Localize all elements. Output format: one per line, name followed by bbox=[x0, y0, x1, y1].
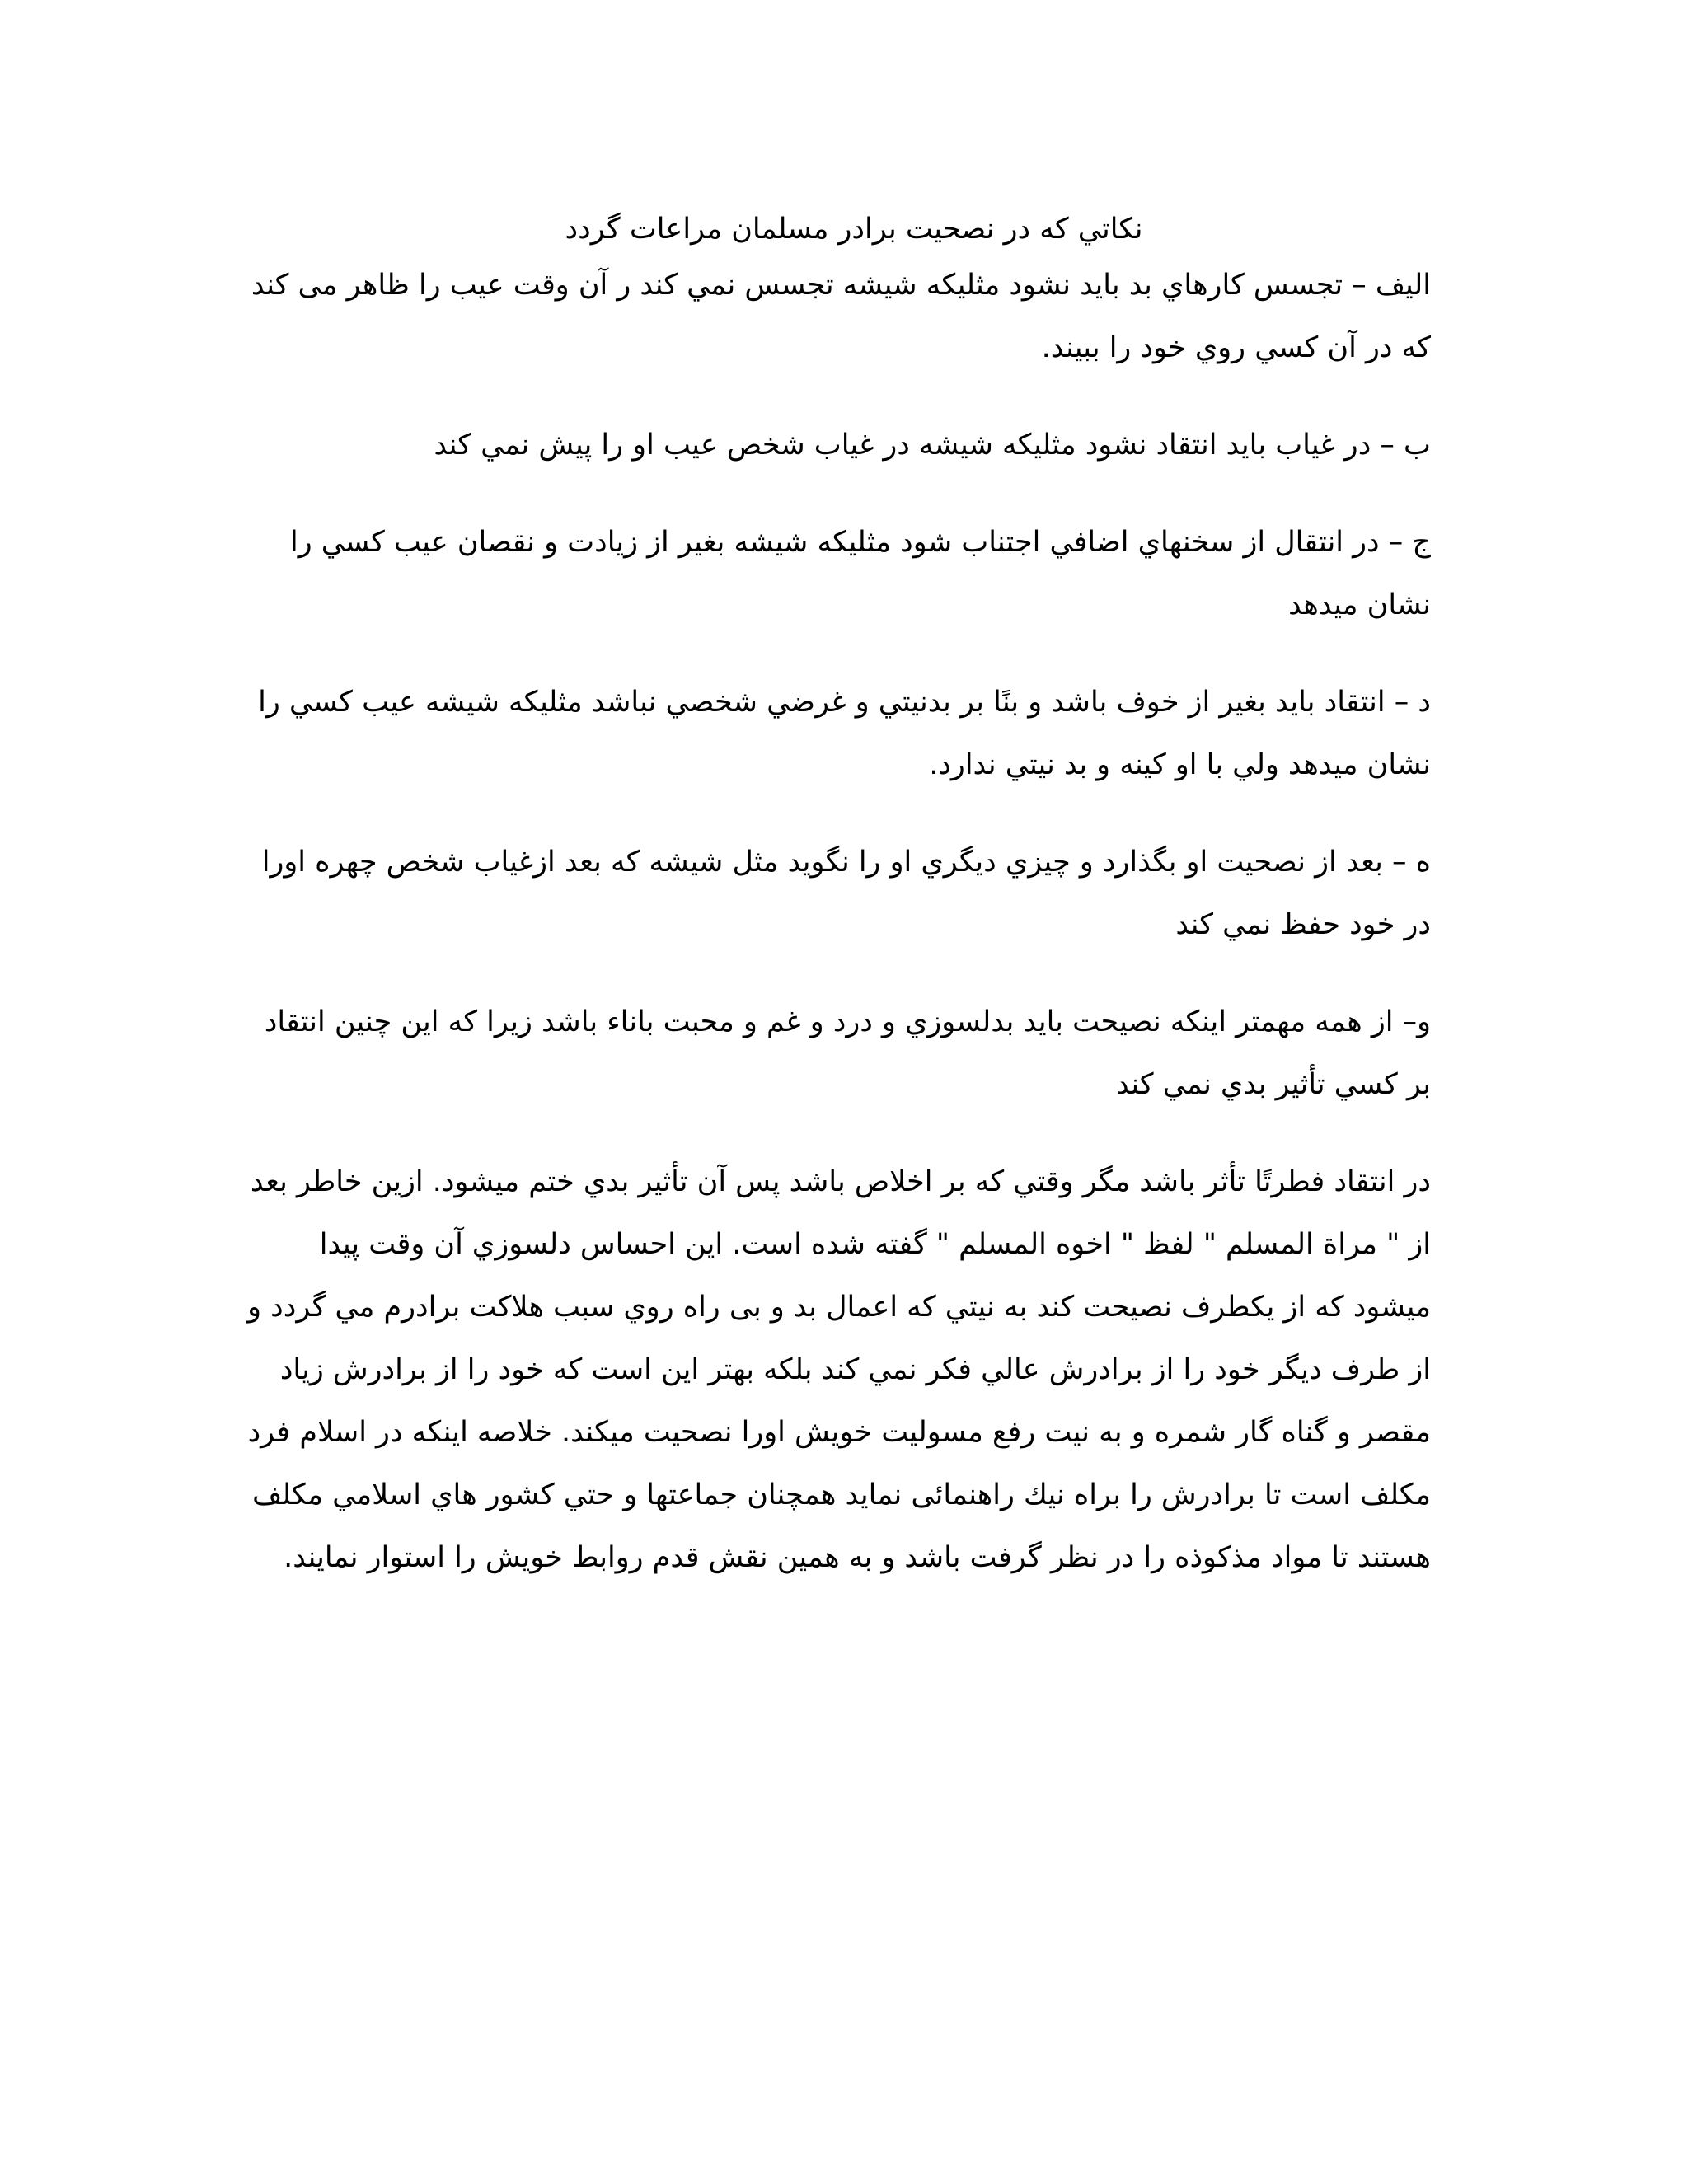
paragraph-dal: د – انتقاد بايد بغير از خوف باشد و بنًا بر بدنيتي و غرضي شخصي نباشد مثليكه شيشه عيب كسي را نشان ميدهد ولي با او كينه و بد نيتي ندارد. bbox=[258, 686, 1431, 781]
paragraph-conclusion: در انتقاد فطرتًا تأثر باشد مگر وقتي كه بر اخلاص باشد پس آن تأثير بدي ختم ميشود. ازين خاطر بعد از " مراة المسلم " لفظ " اخوه المسلم " گفته شده است. اين احساس دلسوزي آن وقت پيدا ميشود كه از يكطرف نصيحت كند به نيتي كه اعمال بد و بی راه روي سبب هلاكت برادرم مي گردد و از طرف ديگر خود را از برادرش عالي فكر نمي كند بلكه بهتر اين است كه خود را از برادرش زياد مقصر و گناه گار شمره و به نيت رفع مسوليت خويش اورا نصحيت ميكند. خلاصه اینكه در اسلام فرد مكلف است تا برادرش را براه نيك راهنمائی نمايد همچنان جماعتها و حتي كشور هاي اسلامي مكلف هستند تا مواد مذكوذه را در نظر گرفت باشد و به همين نقش قدم روابط خويش را استوار نمايند. bbox=[247, 1165, 1431, 1574]
paragraph-be: ب – در غياب بايد انتقاد نشود مثليكه شيشه در غياب شخص عيب او را پيش نمي كند bbox=[434, 429, 1431, 462]
paragraph-he: ه – بعد از نصحيت او بگذارد و چيزي ديگري او را نگويد مثل شيشه كه بعد ازغياب شخص چهره اورا در خود حفظ نمي كند bbox=[261, 846, 1431, 941]
document-title: نكاتي كه در نصحيت برادر مسلمان مراعات گردد bbox=[565, 213, 1143, 246]
paragraph-jim: ج – در انتقال از سخنهاي اضافي اجتناب شود مثليكه شيشه بغير از زيادت و نقصان عيب كسي را نشان ميدهد bbox=[289, 526, 1431, 621]
document-body bbox=[244, 204, 1431, 1589]
paragraph-alif: الیف – تجسس كارهاي بد بايد نشود مثليكه شيشه تجسس نمي كند ر آن وقت عیب را ظاهر می كند كه در آن كسي روي خود را ببيند. bbox=[251, 269, 1431, 364]
paragraph-vav: و– از همه مهمتر اینكه نصيحت بايد بدلسوزي و درد و غم و محبت باناء باشد زيرا كه اين چنين انتقاد بر كسي تأثير بدي نمي كند bbox=[264, 1005, 1431, 1101]
